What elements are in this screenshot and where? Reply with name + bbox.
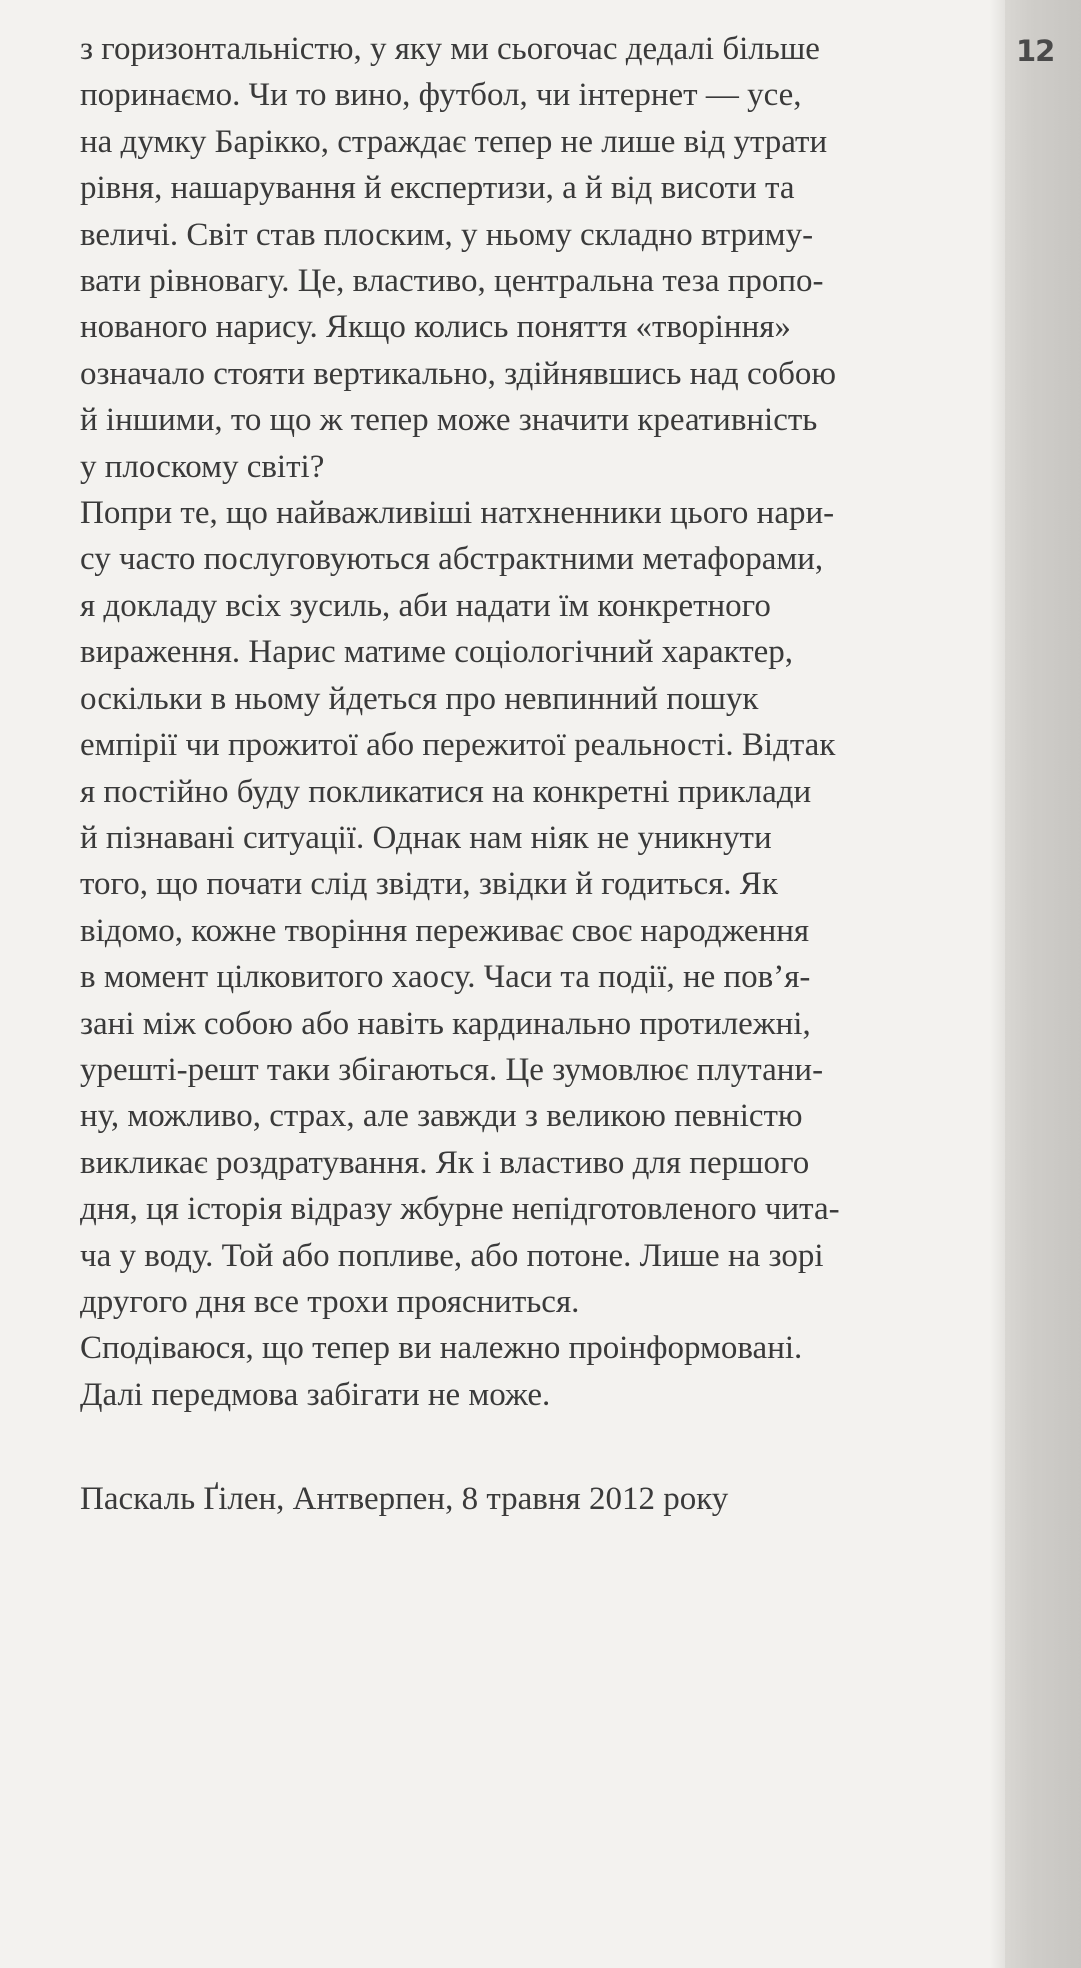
text-line: ну, можливо, страх, але завжди з великою певністю bbox=[80, 1098, 803, 1135]
text-line: викликає роздратування. Як і властиво для першого bbox=[80, 1144, 810, 1181]
author-signature-line: Паскаль Ґілен, Антверпен, 8 травня 2012 року bbox=[80, 1481, 729, 1517]
text-line: я докладу всіх зусиль, аби надати їм конкретного bbox=[80, 587, 771, 624]
text-line: я постійно буду покликатися на конкретні приклади bbox=[80, 773, 812, 810]
text-line: у плоскому світі? bbox=[80, 448, 325, 485]
text-line: в момент цілковитого хаосу. Часи та події, не пов’я- bbox=[80, 959, 811, 996]
text-line: й пізнавані ситуації. Однак нам ніяк не уникнути bbox=[80, 819, 772, 856]
text-line: су часто послуговуються абстрактними метафорами, bbox=[80, 541, 824, 578]
text-line: оскільки в ньому йдеться про невпинний пошук bbox=[80, 680, 759, 717]
paragraph-2 bbox=[80, 490, 940, 1325]
paragraph-1 bbox=[80, 26, 940, 490]
text-line: нованого нарису. Якщо колись поняття «творіння» bbox=[80, 309, 791, 346]
text-line: Попри те, що найважливіші натхненники цього нари- bbox=[80, 495, 835, 532]
text-line: емпірії чи прожитої або пережитої реальності. Відтак bbox=[80, 727, 836, 764]
text-line: й іншими, то що ж тепер може значити креативність bbox=[80, 402, 818, 439]
text-line: відомо, кожне творіння переживає своє народження bbox=[80, 912, 810, 949]
page-edge-margin bbox=[1005, 0, 1081, 1968]
text-line: зані між собою або навіть кардинально протилежні, bbox=[80, 1005, 811, 1042]
text-line: поринаємо. Чи то вино, футбол, чи інтернет — усе, bbox=[80, 77, 802, 114]
body-text bbox=[80, 26, 940, 1418]
text-line: на думку Барікко, страждає тепер не лише від утрати bbox=[80, 123, 828, 160]
text-line: вираження. Нарис матиме соціологічний характер, bbox=[80, 634, 794, 671]
text-line: вати рівновагу. Це, властиво, центральна теза пропо- bbox=[80, 263, 824, 300]
text-line: дня, ця історія відразу жбурне непідготовленого чита- bbox=[80, 1191, 840, 1228]
text-line: означало стояти вертикально, здійнявшись над собою bbox=[80, 355, 837, 392]
text-line: рівня, нашарування й експертизи, а й від висоти та bbox=[80, 170, 795, 207]
text-line: урешті-решт таки збігаються. Це зумовлює плутани- bbox=[80, 1051, 824, 1088]
text-line: ча у воду. Той або попливе, або потоне. Лише на зорі bbox=[80, 1237, 824, 1274]
text-line: Далі передмова забігати не може. bbox=[80, 1376, 551, 1413]
text-line: того, що почати слід звідти, звідки й годиться. Як bbox=[80, 866, 778, 903]
text-line: величі. Світ став плоским, у ньому складно втриму- bbox=[80, 216, 814, 253]
text-line: другого дня все трохи проясниться. bbox=[80, 1283, 580, 1320]
page-number: 12 bbox=[1016, 34, 1055, 68]
text-line: з горизонтальністю, у яку ми сьогочас дедалі більше bbox=[80, 31, 820, 67]
paragraph-3 bbox=[80, 1325, 940, 1418]
text-line: Сподіваюся, що тепер ви належно проінформовані. bbox=[80, 1330, 803, 1367]
